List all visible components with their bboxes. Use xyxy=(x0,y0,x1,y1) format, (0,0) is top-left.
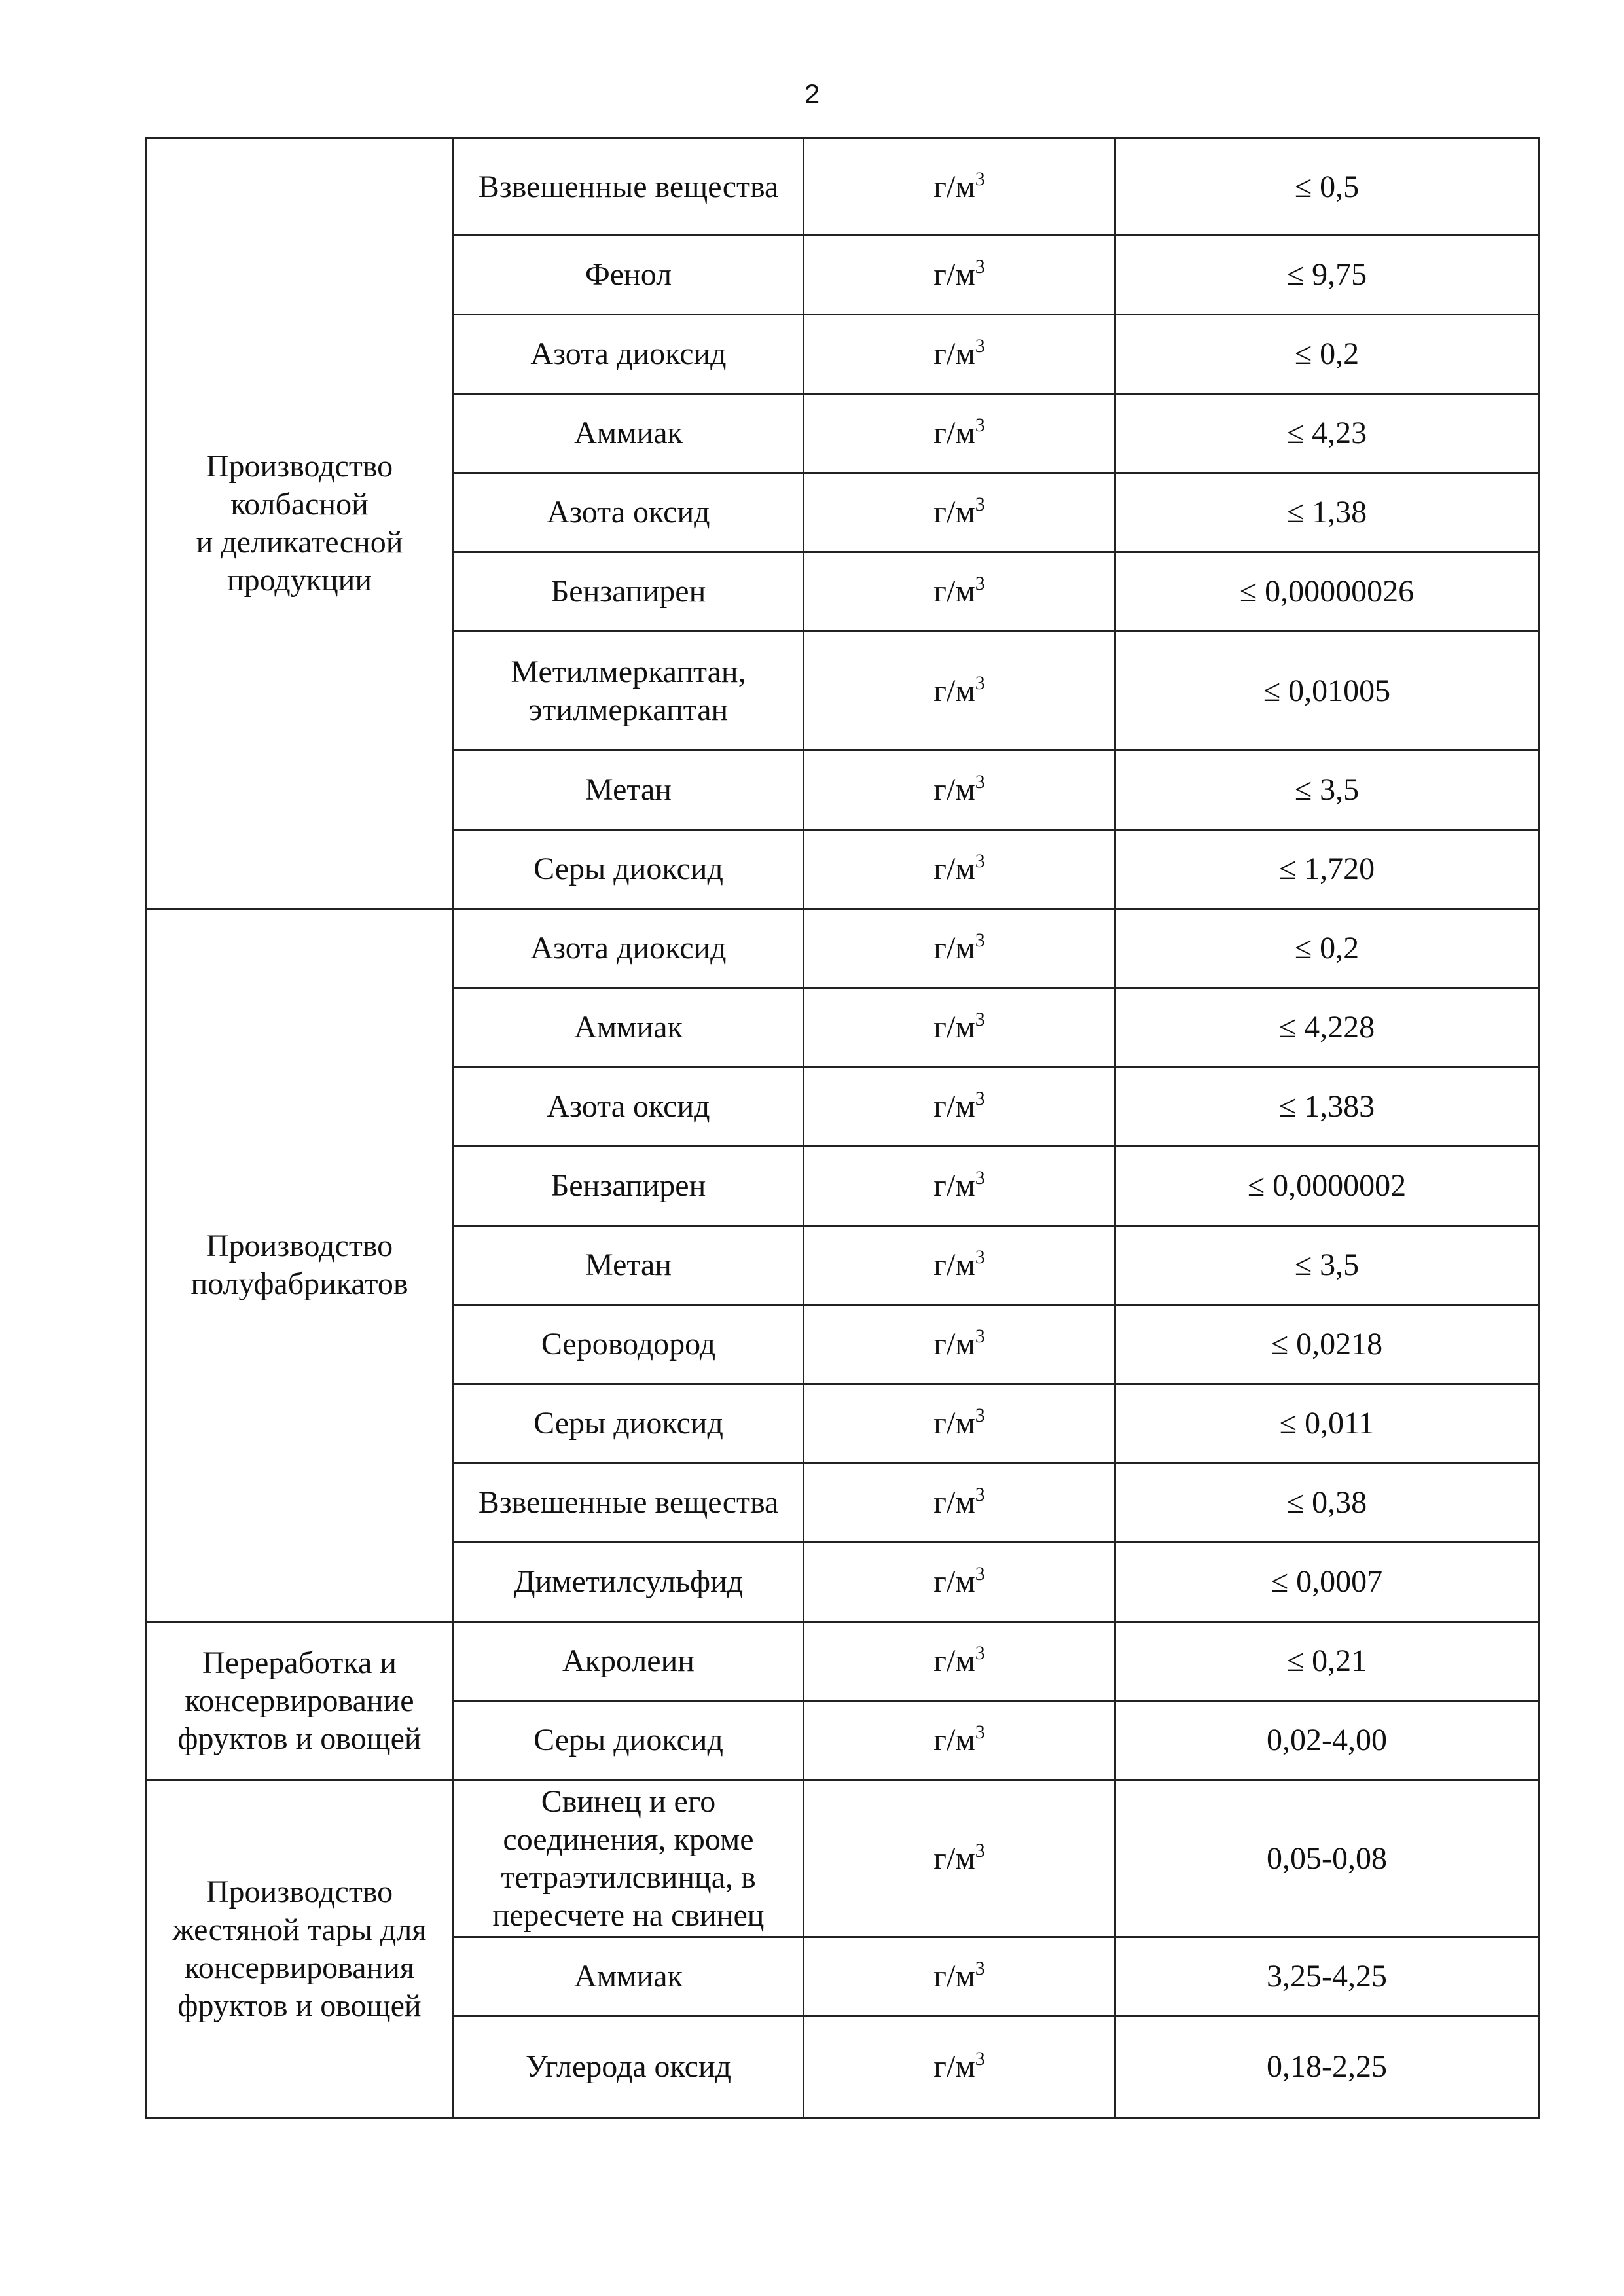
unit-base: г/м xyxy=(933,574,975,609)
unit-base: г/м xyxy=(933,169,975,204)
unit-exponent: 3 xyxy=(975,2048,985,2070)
limit-value-cell: 0,02-4,00 xyxy=(1115,1701,1539,1780)
unit-exponent: 3 xyxy=(975,573,985,594)
production-group-cell: Производство полуфабрикатов xyxy=(146,909,454,1622)
unit-cell xyxy=(804,473,1115,552)
limit-value-cell: ≤ 0,21 xyxy=(1115,1622,1539,1701)
unit-base: г/м xyxy=(933,1723,975,1757)
unit-cell xyxy=(804,1701,1115,1780)
unit-base: г/м xyxy=(933,1406,975,1441)
limit-value-cell: ≤ 0,5 xyxy=(1115,139,1539,236)
unit-base: г/м xyxy=(933,852,975,886)
substance-cell: Азота диоксид xyxy=(454,909,804,988)
table-row xyxy=(146,1622,1539,1701)
unit-base: г/м xyxy=(933,931,975,965)
limit-value-cell: ≤ 0,38 xyxy=(1115,1463,1539,1543)
limit-value-cell: 0,18-2,25 xyxy=(1115,2017,1539,2118)
limit-value-cell: ≤ 0,011 xyxy=(1115,1384,1539,1463)
unit-cell xyxy=(804,1622,1115,1701)
unit-exponent: 3 xyxy=(975,1484,985,1505)
unit-exponent: 3 xyxy=(975,1246,985,1268)
limit-value-cell: ≤ 0,0007 xyxy=(1115,1543,1539,1622)
unit-base: г/м xyxy=(933,1168,975,1203)
substance-cell: Свинец и его соединения, кроме тетраэтилсвинца, в пересчете на свинец xyxy=(454,1780,804,1937)
substance-cell: Серы диоксид xyxy=(454,1384,804,1463)
unit-cell xyxy=(804,1463,1115,1543)
unit-exponent: 3 xyxy=(975,1009,985,1030)
unit-base: г/м xyxy=(933,772,975,807)
unit-cell xyxy=(804,139,1115,236)
unit-cell xyxy=(804,988,1115,1067)
unit-base: г/м xyxy=(933,1643,975,1678)
substance-cell: Метилмеркаптан, этилмеркаптан xyxy=(454,632,804,751)
unit-exponent: 3 xyxy=(975,1325,985,1347)
unit-base: г/м xyxy=(933,416,975,450)
page-number: 2 xyxy=(804,79,820,109)
limit-value-cell: ≤ 9,75 xyxy=(1115,236,1539,315)
unit-cell xyxy=(804,1305,1115,1384)
unit-base: г/м xyxy=(933,2049,975,2084)
production-group-cell: Производство жестяной тары для консервирования фруктов и овощей xyxy=(146,1780,454,2118)
unit-cell xyxy=(804,909,1115,988)
production-group-cell: Переработка и консервирование фруктов и овощей xyxy=(146,1622,454,1780)
production-group-cell: Производство колбасной и деликатесной продукции xyxy=(146,139,454,909)
substance-cell: Углерода оксид xyxy=(454,2017,804,2118)
substance-cell: Азота диоксид xyxy=(454,315,804,394)
unit-base: г/м xyxy=(933,1959,975,1994)
limit-value-cell: 3,25-4,25 xyxy=(1115,1937,1539,2017)
unit-base: г/м xyxy=(933,1840,975,1876)
unit-base: г/м xyxy=(933,1327,975,1361)
unit-cell xyxy=(804,1226,1115,1305)
unit-exponent: 3 xyxy=(975,493,985,515)
limit-value-cell: ≤ 0,0000002 xyxy=(1115,1147,1539,1226)
unit-cell xyxy=(804,2017,1115,2118)
unit-cell xyxy=(804,751,1115,830)
limit-value-cell: ≤ 0,0218 xyxy=(1115,1305,1539,1384)
unit-exponent: 3 xyxy=(975,850,985,872)
substance-cell: Серы диоксид xyxy=(454,1701,804,1780)
substance-cell: Бензапирен xyxy=(454,552,804,632)
substance-cell: Азота оксид xyxy=(454,473,804,552)
unit-cell xyxy=(804,1384,1115,1463)
limit-value-cell: ≤ 1,383 xyxy=(1115,1067,1539,1147)
limit-value-cell: ≤ 0,01005 xyxy=(1115,632,1539,751)
unit-exponent: 3 xyxy=(975,335,985,357)
substance-cell: Аммиак xyxy=(454,394,804,473)
unit-exponent: 3 xyxy=(975,771,985,793)
unit-base: г/м xyxy=(933,673,975,708)
unit-exponent: 3 xyxy=(975,672,985,694)
unit-exponent: 3 xyxy=(975,168,985,190)
limit-value-cell: ≤ 0,2 xyxy=(1115,909,1539,988)
unit-cell xyxy=(804,1780,1115,1937)
unit-cell xyxy=(804,830,1115,909)
substance-cell: Сероводород xyxy=(454,1305,804,1384)
unit-cell xyxy=(804,552,1115,632)
substance-cell: Аммиак xyxy=(454,988,804,1067)
unit-cell xyxy=(804,394,1115,473)
substance-cell: Диметилсульфид xyxy=(454,1543,804,1622)
unit-exponent: 3 xyxy=(975,414,985,436)
limit-value-cell: ≤ 3,5 xyxy=(1115,751,1539,830)
substance-cell: Азота оксид xyxy=(454,1067,804,1147)
unit-base: г/м xyxy=(933,495,975,529)
unit-cell xyxy=(804,1067,1115,1147)
limit-value-cell: ≤ 4,23 xyxy=(1115,394,1539,473)
emissions-table xyxy=(145,137,1540,2119)
substance-cell: Взвешенные вещества xyxy=(454,139,804,236)
unit-base: г/м xyxy=(933,1089,975,1124)
unit-base: г/м xyxy=(933,257,975,292)
unit-cell xyxy=(804,1147,1115,1226)
limit-value-cell: ≤ 0,00000026 xyxy=(1115,552,1539,632)
unit-base: г/м xyxy=(933,1564,975,1599)
unit-exponent: 3 xyxy=(975,1405,985,1426)
unit-cell xyxy=(804,632,1115,751)
table-row xyxy=(146,139,1539,236)
table-row xyxy=(146,1780,1539,1937)
unit-base: г/м xyxy=(933,336,975,371)
unit-cell xyxy=(804,315,1115,394)
limit-value-cell: ≤ 1,720 xyxy=(1115,830,1539,909)
substance-cell: Акролеин xyxy=(454,1622,804,1701)
unit-cell xyxy=(804,1543,1115,1622)
substance-cell: Аммиак xyxy=(454,1937,804,2017)
substance-cell: Метан xyxy=(454,1226,804,1305)
substance-cell: Серы диоксид xyxy=(454,830,804,909)
limit-value-cell: ≤ 1,38 xyxy=(1115,473,1539,552)
unit-exponent: 3 xyxy=(975,256,985,278)
unit-base: г/м xyxy=(933,1247,975,1282)
substance-cell: Метан xyxy=(454,751,804,830)
table-row xyxy=(146,909,1539,988)
unit-exponent: 3 xyxy=(975,929,985,951)
substance-cell: Бензапирен xyxy=(454,1147,804,1226)
substance-cell: Фенол xyxy=(454,236,804,315)
unit-exponent: 3 xyxy=(975,1642,985,1664)
substance-cell: Взвешенные вещества xyxy=(454,1463,804,1543)
unit-exponent: 3 xyxy=(975,1721,985,1743)
unit-base: г/м xyxy=(933,1485,975,1520)
unit-exponent: 3 xyxy=(975,1167,985,1189)
limit-value-cell: ≤ 3,5 xyxy=(1115,1226,1539,1305)
unit-exponent: 3 xyxy=(975,1088,985,1109)
unit-exponent: 3 xyxy=(975,1958,985,1979)
unit-exponent: 3 xyxy=(975,1839,985,1861)
unit-cell xyxy=(804,236,1115,315)
unit-base: г/м xyxy=(933,1010,975,1045)
limit-value-cell: 0,05-0,08 xyxy=(1115,1780,1539,1937)
limit-value-cell: ≤ 4,228 xyxy=(1115,988,1539,1067)
limit-value-cell: ≤ 0,2 xyxy=(1115,315,1539,394)
unit-exponent: 3 xyxy=(975,1563,985,1585)
unit-cell xyxy=(804,1937,1115,2017)
